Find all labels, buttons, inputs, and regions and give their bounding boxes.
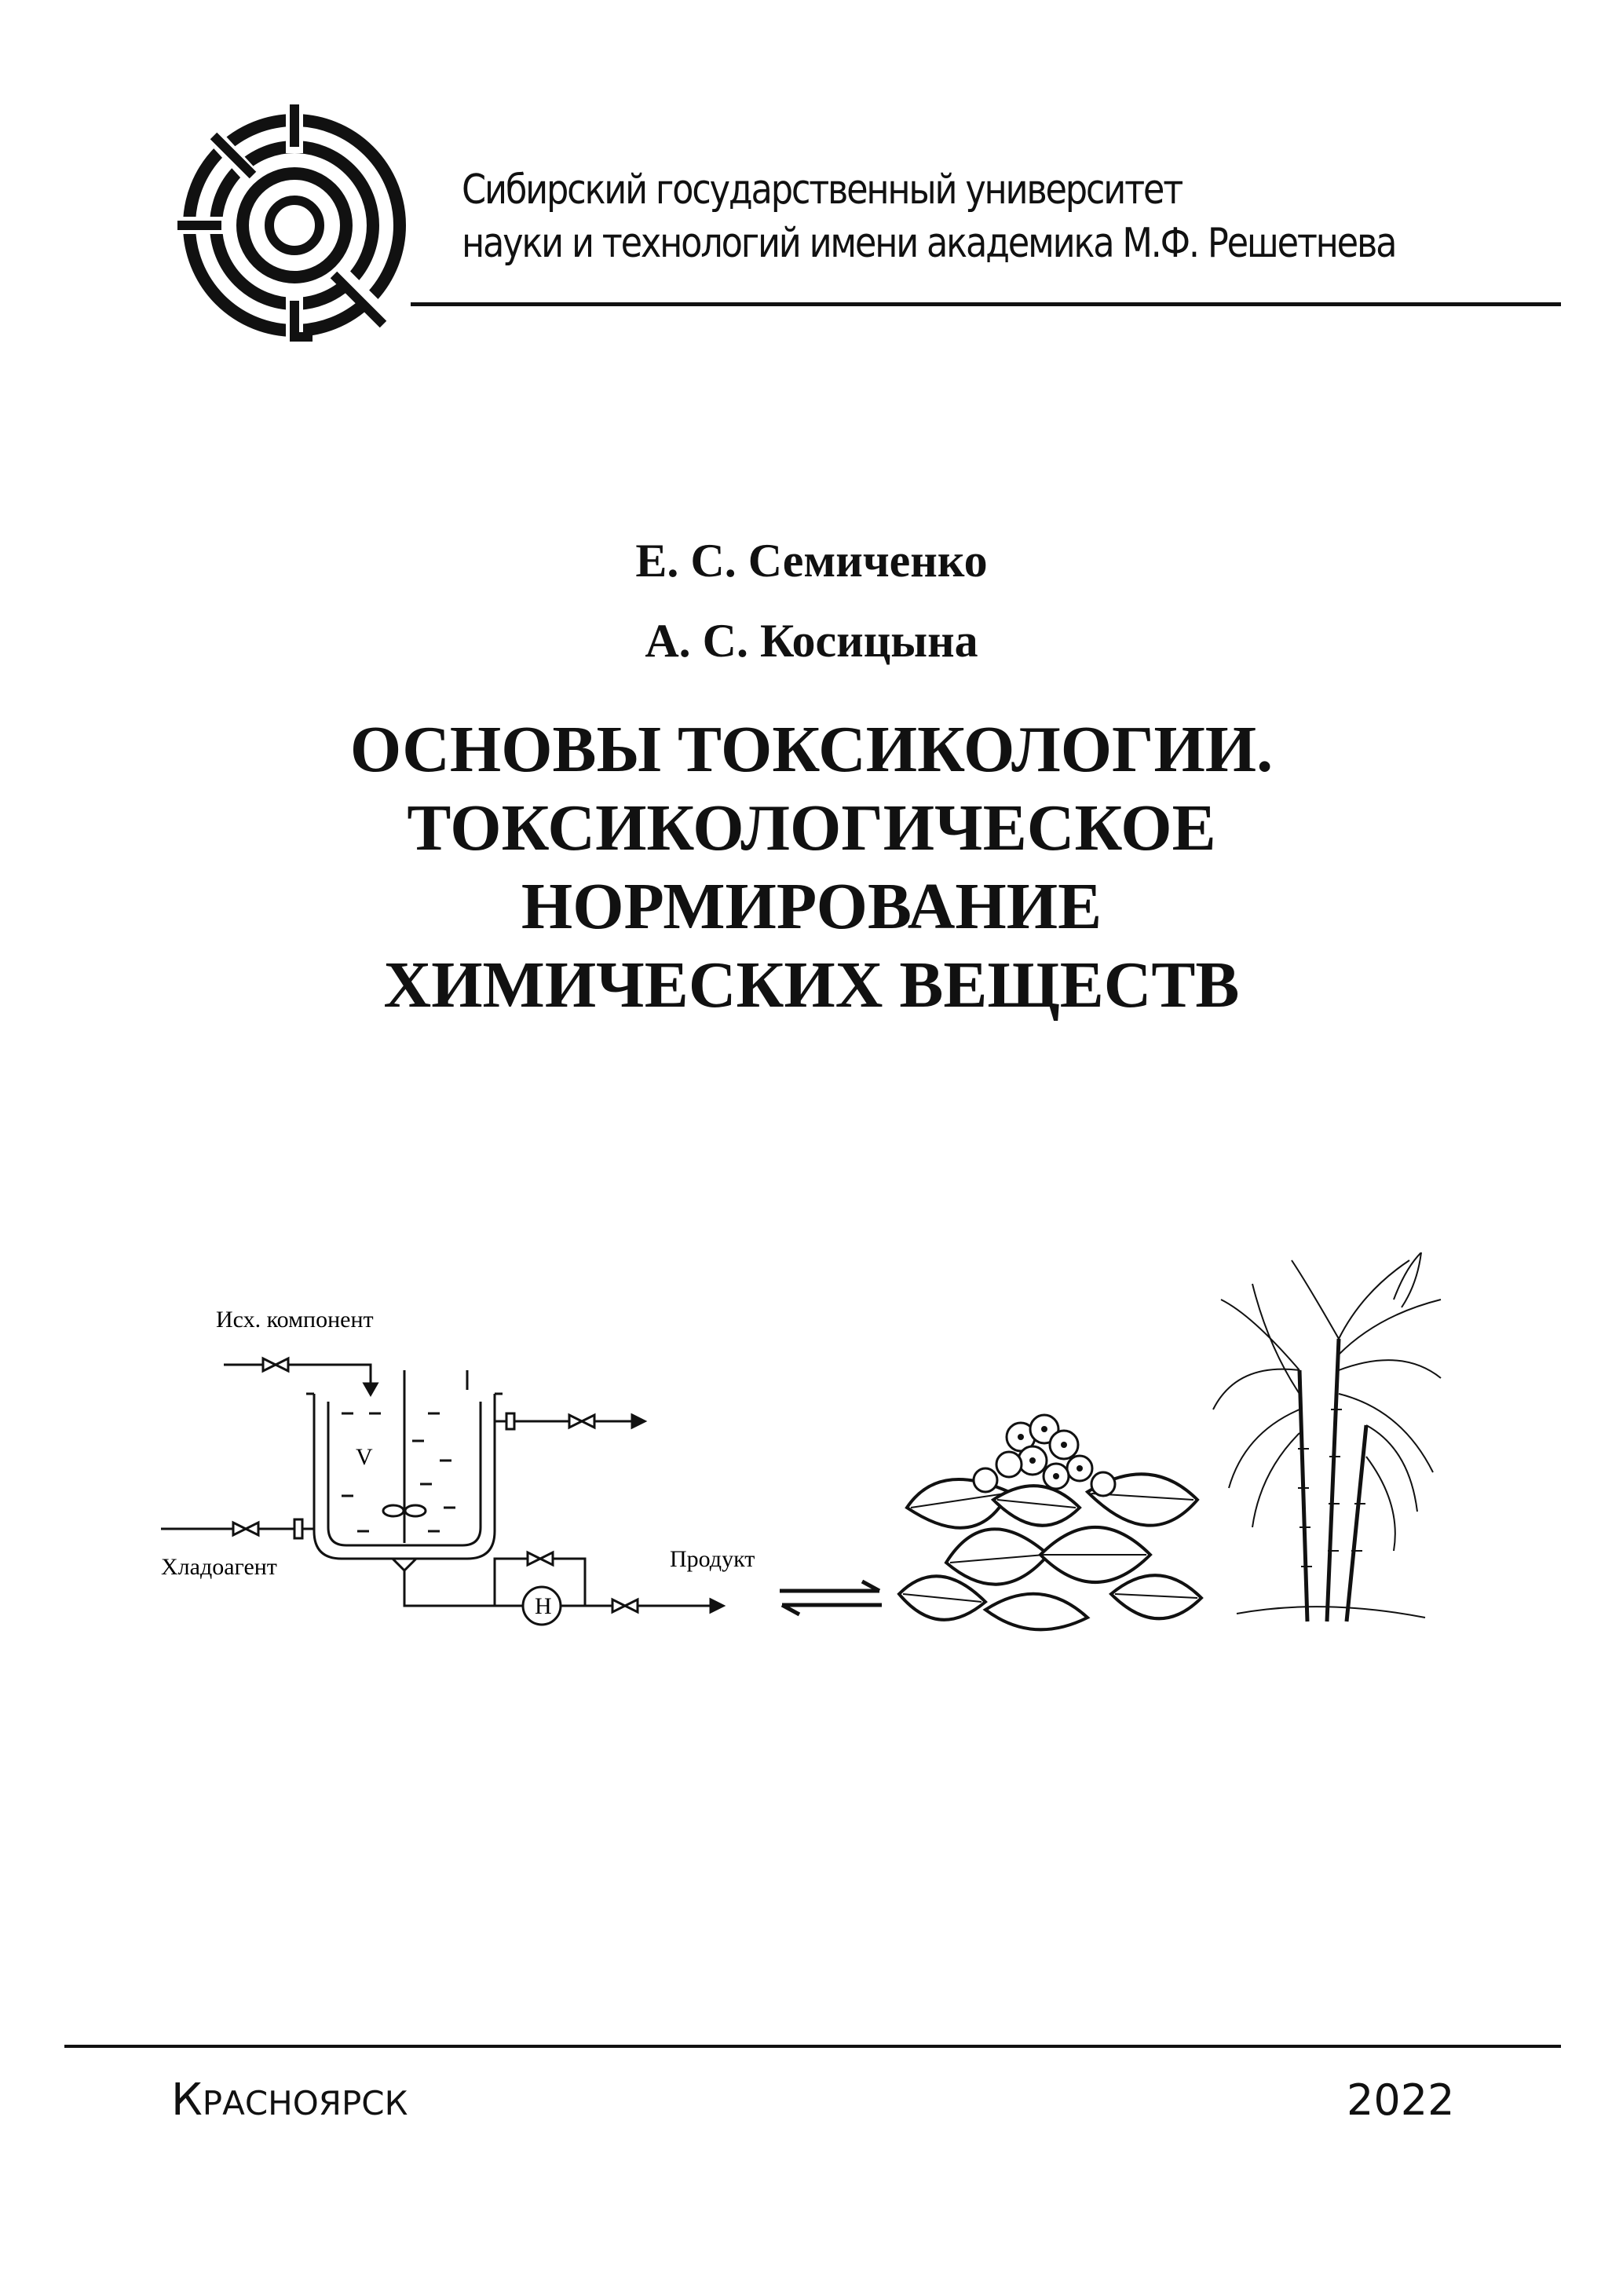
header-divider: [411, 302, 1561, 306]
book-title: [0, 711, 1623, 1025]
authors-block: [0, 521, 1623, 681]
author-1: Е. С. Семиченко: [635, 535, 988, 587]
author-2: А. С. Косицына: [645, 615, 978, 667]
publication-city: [171, 2073, 408, 2131]
publication-year: 2022: [1347, 2075, 1455, 2125]
label-input-component: Исх. компонент: [216, 1307, 374, 1333]
label-product: Продукт: [670, 1546, 755, 1572]
violet-plant-icon: [891, 1406, 1205, 1641]
title-line-4: ХИМИЧЕСКИХ ВЕЩЕСТВ: [383, 949, 1240, 1022]
university-name-line-2: науки и технологий имени академика М.Ф. Решетнева: [462, 220, 1396, 267]
footer-divider: [64, 2045, 1561, 2048]
sugarcane-plant-icon: [1205, 1252, 1453, 1629]
university-name-line-1: Сибирский государственный университет: [462, 166, 1183, 214]
label-coolant: Хладоагент: [161, 1554, 277, 1580]
title-line-1: ОСНОВЫ ТОКСИКОЛОГИИ.: [349, 713, 1274, 786]
university-name: [462, 163, 1395, 270]
title-line-2: ТОКСИКОЛОГИЧЕСКОЕ: [407, 792, 1216, 865]
university-emblem-icon: [173, 98, 408, 345]
city-rest: РАСНОЯРСК: [202, 2084, 408, 2122]
equilibrium-arrows-icon: [776, 1578, 886, 1618]
city-initial: К: [171, 2075, 203, 2126]
label-pump: Н: [535, 1593, 552, 1619]
title-line-3: НОРМИРОВАНИЕ: [521, 870, 1102, 943]
label-volume: V: [356, 1444, 373, 1470]
